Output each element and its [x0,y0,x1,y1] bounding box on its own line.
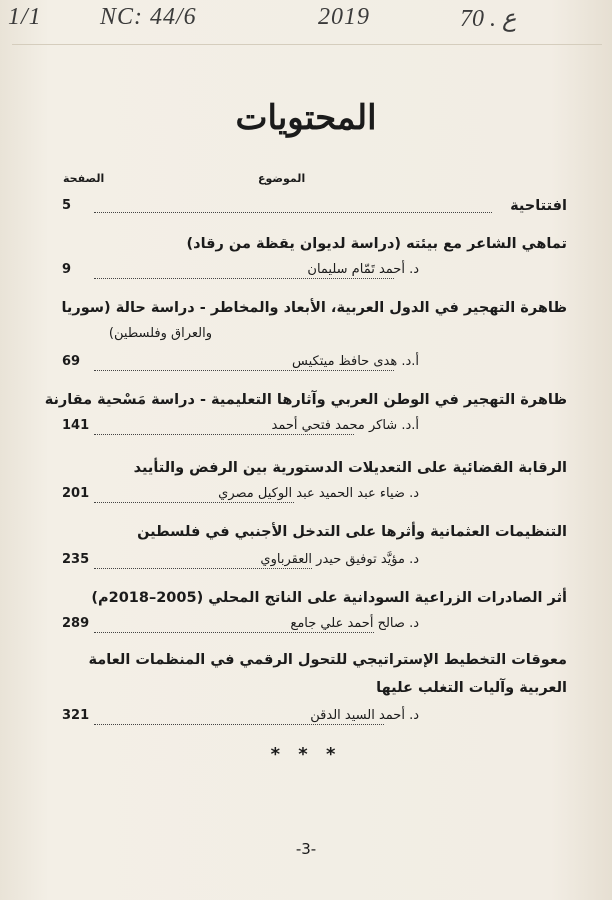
toc-entry-page: 5 [62,198,72,213]
toc-entry-author: أ.د. هدى حافظ ميتكيس [292,354,419,369]
dot-leader [94,434,354,435]
column-header-subject: الموضوع [258,172,306,185]
toc-entry-title: التنظيمات العثمانية وأثرها على التدخل الأجنبي في فلسطين [137,524,567,540]
toc-entry-title: معوقات التخطيط الإستراتيجي للتحول الرقمي في المنظمات العامة [88,652,567,668]
section-separator: * * * [270,744,342,765]
toc-entry-title: افتتاحية [510,198,567,214]
dot-leader [94,632,374,633]
toc-entry-author: د. مؤيَّد توفيق حيدر العقرباوي [260,552,419,567]
toc-entry-title-line2: والعراق وفلسطين) [108,326,212,341]
toc-entry-title: ظاهرة التهجير في الدول العربية، الأبعاد والمخاطر - دراسة حالة (سوريا [61,300,567,316]
toc-entry-title: ظاهرة التهجير في الوطن العربي وآثارها التعليمية - دراسة مَسْحية مقارنة [44,392,567,408]
dot-leader [94,278,394,279]
toc-entry-page: 69 [62,354,81,369]
page-title: المحتويات [235,98,377,138]
handwritten-nc-number: NC: 44/6 [100,4,197,30]
page-number: -3- [295,840,317,858]
toc-entry-page: 289 [62,616,90,631]
header-divider [12,44,602,45]
dot-leader [94,370,394,371]
toc-entry-page: 235 [62,552,90,567]
toc-entry-author: د. صالح أحمد علي جامع [290,616,419,631]
toc-entry-page: 321 [62,708,90,723]
toc-entry-author: د. ضياء عبد الحميد عبد الوكيل مصري [218,486,419,501]
handwritten-ref: 1/1 [8,4,42,30]
dot-leader [94,724,384,725]
toc-entry-author: أ.د. شاكر محمد فتحي أحمد [271,418,419,433]
toc-entry-page: 9 [62,262,72,277]
dot-leader [94,212,492,213]
dot-leader [94,568,312,569]
toc-entry-title: الرقابة القضائية على التعديلات الدستورية بين الرفض والتأييد [133,460,567,476]
toc-entry-title: تماهي الشاعر مع بيئته (دراسة لديوان يقظة من رقاد) [186,236,567,252]
dot-leader [94,502,294,503]
toc-entry-title-line2: العربية وآليات التغلب عليها [376,680,567,696]
column-header-page: الصفحة [63,172,105,185]
handwritten-year: 2019 [318,4,370,30]
toc-entry-page: 141 [62,418,90,433]
toc-entry-author: د. أحمد تَمّام سليمان [307,262,419,277]
toc-entry-author: د. أحمد السيد الدقن [310,708,419,723]
toc-entry-page: 201 [62,486,90,501]
handwritten-code: ع . 70 [460,6,517,32]
toc-entry-title: أثر الصادرات الزراعية السودانية على الناتج المحلي (2005–2018م) [91,590,567,606]
